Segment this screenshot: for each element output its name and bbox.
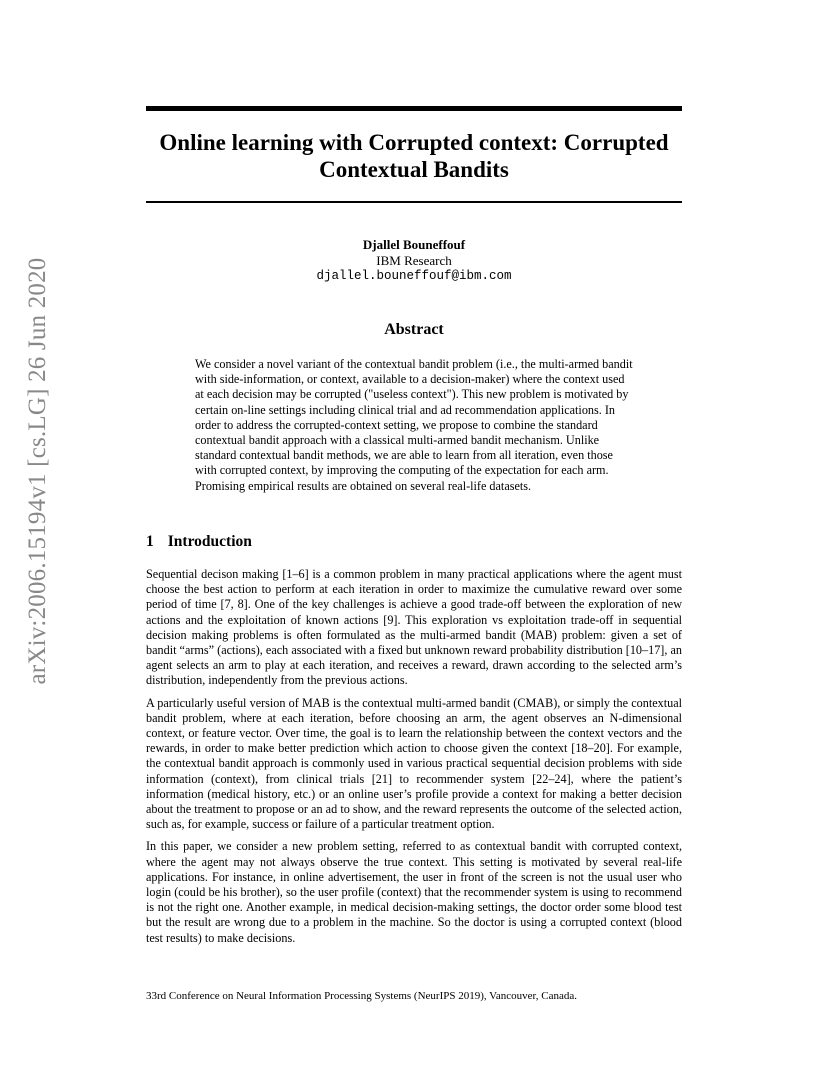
title-line-2: Contextual Bandits [319, 157, 509, 182]
title-top-rule [146, 106, 682, 111]
conference-footnote: 33rd Conference on Neural Information Processing Systems (NeurIPS 2019), Vancouver, Canada. [146, 990, 578, 1002]
section-heading [146, 533, 252, 551]
arxiv-id: arXiv:2006.15194v1 [cs.LG] 26 Jun 2020 [24, 257, 51, 684]
paper-title [146, 129, 682, 183]
author-email: djallel.bouneffouf@ibm.com [316, 269, 512, 283]
abstract-text: We consider a novel variant of the contextual bandit problem (i.e., the multi-armed bandit with side-information, or context, available to a decision-maker) where the context used at each decision may be corrupted ("useless context"). This new problem is motivated by certain on-line settings including clinical trial and ad recommendation applications. In order to address the corrupted-context setting, we propose to combine the standard contextual bandit approach with a classical multi-armed bandit mechanism. Unlike standard contextual bandit methods, we are able to learn from all iteration, even those with corrupted context, by improving the computing of the expectation for each arm. Promising empirical results are obtained on several real-life datasets. [195, 357, 633, 493]
author-block [146, 237, 682, 285]
section-number: 1 [146, 533, 154, 550]
author-affiliation: IBM Research [376, 253, 452, 268]
section-title: Introduction [167, 533, 252, 550]
title-bottom-rule [146, 201, 682, 203]
paragraph-1: Sequential decison making [1–6] is a common problem in many practical applications where the agent must choose the best action to perform at each iteration in order to maximize the cumulative reward over some period of time [7, 8]. One of the key challenges is achieve a good trade-off between the exploration of new actions and the exploitation of known actions [9]. This exploration vs exploitation trade-off in sequential decision making problems is often formulated as the multi-armed bandit (MAB) problem: given a set of bandit “arms” (actions), each associated with a fixed but unknown reward probability distribution [10–17], an agent selects an arm to play at each iteration, and receives a reward, drawn according to the selected arm’s distribution, independently from the previous actions. [146, 567, 682, 688]
author-name: Djallel Bouneffouf [362, 237, 466, 252]
arxiv-sidebar-stamp [18, 257, 58, 684]
abstract-heading: Abstract [384, 321, 444, 338]
title-line-1: Online learning with Corrupted context: Corrupted [159, 130, 669, 155]
paragraph-3: In this paper, we consider a new problem setting, referred to as contextual bandit with corrupted context, where the agent may not always observe the true context. This setting is motivated by several real-life applications. For instance, in online advertisement, the user in front of the screen is not the usual user who login (could be his brother), so the user profile (context) that the recommender system is using to recommend is not the right one. Another example, in medical decision-making settings, the doctor order some blood test but the result are wrong due to a problem in the machine. So the doctor is using a corrupted context (blood test results) to make decisions. [146, 839, 682, 945]
paragraph-2: A particularly useful version of MAB is the contextual multi-armed bandit (CMAB), or simply the contextual bandit problem, where at each iteration, before choosing an arm, the agent observes an N-dimensional context, or feature vector. Over time, the goal is to learn the relationship between the context vectors and the rewards, in order to make better prediction which action to choose given the context [18–20]. For example, the contextual bandit approach is commonly used in various practical sequential decision problems with side information (context), from clinical trials [21] to recommender system [22–24], where the patient’s information (medical history, etc.) or an online user’s profile provide a context for making a better decision about the treatment to propose or an ad to show, and the reward represents the outcome of the selected action, such as, for example, success or failure of a particular treatment option. [146, 695, 682, 832]
introduction-body [146, 567, 682, 953]
